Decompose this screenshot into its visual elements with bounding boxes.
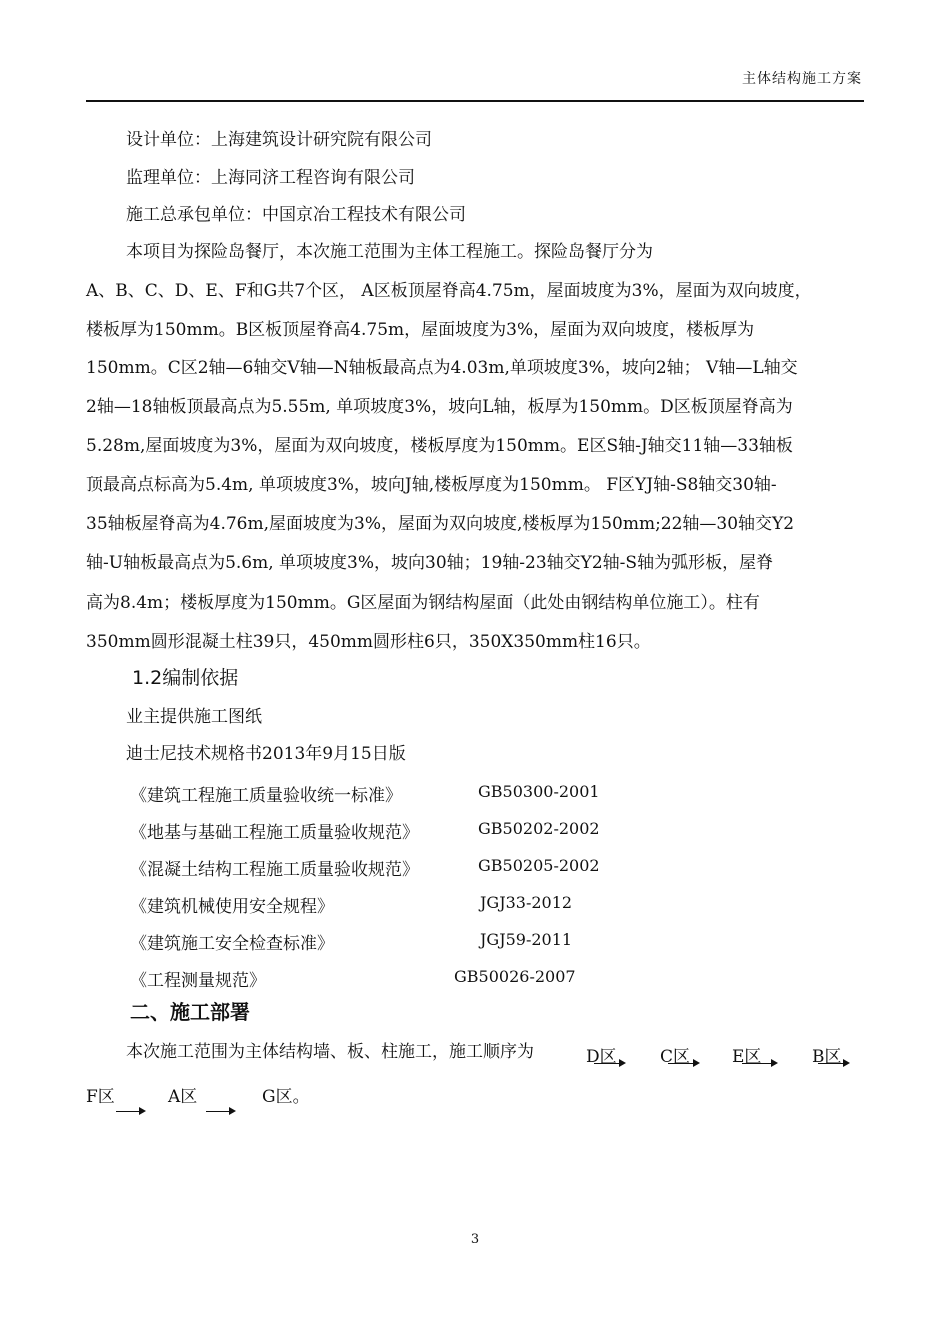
project-line: 2轴—18轴板顶最高点为5.55m, 单项坡度3%，坡向L轴，板厚为150mm。D区板顶屋脊高为 (86, 397, 793, 417)
zone-label: C区 (660, 1047, 691, 1067)
standard-name: 《建筑施工安全检查标准》 (130, 934, 334, 954)
project-line: 轴-U轴板最高点为5.6m, 单项坡度3%，坡向30轴；19轴-23轴交Y2轴-S轴为弧形板，屋脊 (86, 553, 774, 573)
page-header-title: 主体结构施工方案 (742, 71, 862, 87)
zone-label: D区 (586, 1047, 617, 1067)
project-line: 5.28m,屋面坡度为3%，屋面为双向坡度，楼板厚度为150mm。E区S轴-J轴交11轴—33轴板 (86, 436, 793, 456)
zone-label: E区 (732, 1047, 762, 1067)
sequence-arrow (594, 1063, 624, 1064)
sequence-arrow (818, 1063, 848, 1064)
standard-name: 《混凝土结构工程施工质量验收规范》 (130, 860, 419, 880)
sequence-arrow (116, 1111, 144, 1112)
zone-label: B区 (812, 1047, 842, 1067)
supervision-unit-line: 监理单位：上海同济工程咨询有限公司 (126, 168, 415, 188)
zone-label: A区 (168, 1087, 198, 1107)
zone-label: F区 (86, 1087, 115, 1107)
project-line: 35轴板屋脊高为4.76m,屋面坡度为3%，屋面为双向坡度,楼板厚为150mm;22轴—30轴交Y2 (86, 514, 795, 534)
contractor-unit-line: 施工总承包单位：中国京冶工程技术有限公司 (126, 205, 466, 225)
standard-name: 《工程测量规范》 (130, 971, 266, 991)
standard-code: GB50300-2001 (478, 782, 600, 801)
basis-item: 迪士尼技术规格书2013年9月15日版 (126, 744, 406, 764)
standard-name: 《建筑机械使用安全规程》 (130, 897, 334, 917)
design-unit-line: 设计单位：上海建筑设计研究院有限公司 (126, 130, 432, 150)
project-line: 150mm。C区2轴—6轴交V轴—N轴板最高点为4.03m,单项坡度3%，坡向2轴； V轴—L轴交 (86, 358, 798, 378)
project-line: 顶最高点标高为5.4m, 单项坡度3%，坡向J轴,楼板厚度为150mm。 F区YJ轴-S8轴交30轴- (86, 475, 777, 495)
sequence-arrow (742, 1063, 776, 1064)
basis-heading: 1.2编制依据 (132, 667, 239, 689)
standard-name: 《地基与基础工程施工质量验收规范》 (130, 823, 419, 843)
zone-label: G区。 (262, 1087, 310, 1107)
standard-name: 《建筑工程施工质量验收统一标准》 (130, 786, 402, 806)
standard-code: JGJ33-2012 (480, 893, 573, 912)
page-number: 3 (470, 1232, 480, 1247)
project-line: 高为8.4m；楼板厚度为150mm。G区屋面为钢结构屋面（此处由钢结构单位施工）。柱有 (86, 593, 760, 613)
project-line: A、B、C、D、E、F和G共7个区， A区板顶屋脊高4.75m，屋面坡度为3%，屋面为双向坡度， (86, 281, 812, 301)
standard-code: GB50205-2002 (478, 856, 600, 875)
project-line: 本项目为探险岛餐厅，本次施工范围为主体工程施工。探险岛餐厅分为 (126, 242, 653, 262)
deployment-heading: 二、施工部署 (130, 1000, 250, 1024)
basis-item: 业主提供施工图纸 (126, 707, 262, 727)
project-line: 350mm圆形混凝土柱39只，450mm圆形柱6只，350X350mm柱16只。 (86, 632, 651, 652)
standard-code: GB50202-2002 (478, 819, 600, 838)
sequence-arrow (668, 1063, 698, 1064)
standard-code: JGJ59-2011 (480, 930, 573, 949)
project-line: 楼板厚为150mm。B区板顶屋脊高4.75m，屋面坡度为3%，屋面为双向坡度，楼板厚为 (86, 320, 755, 340)
standard-code: GB50026-2007 (454, 967, 576, 986)
deployment-intro: 本次施工范围为主体结构墙、板、柱施工，施工顺序为 (126, 1042, 534, 1062)
sequence-arrow (206, 1111, 234, 1112)
header-rule (86, 100, 864, 102)
